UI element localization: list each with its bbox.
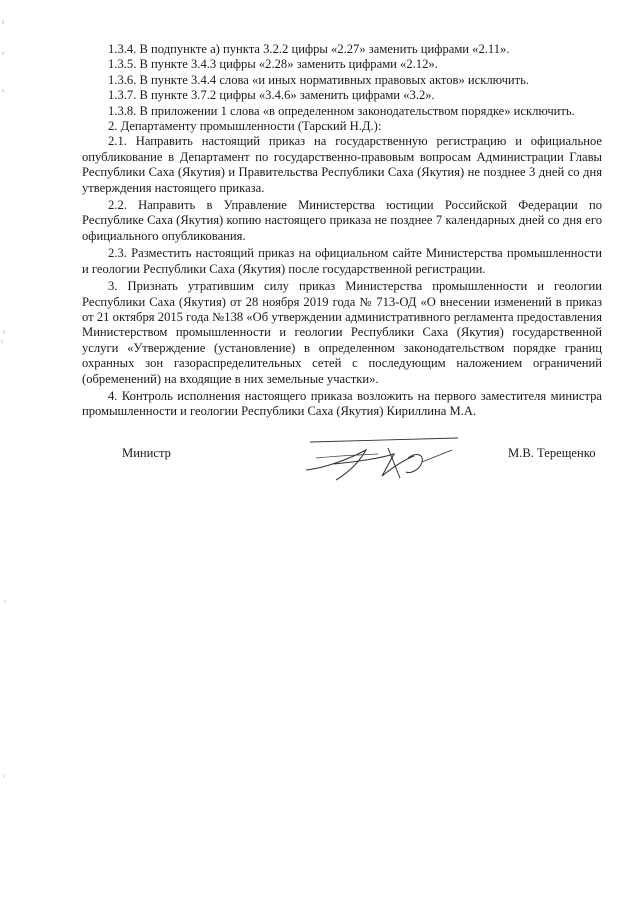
- document-body: [82, 42, 602, 420]
- paragraph-2-3: 2.3. Разместить настоящий приказ на официальном сайте Министерства промышленности и геологии Республики Саха (Якутия) после государственной регистрации.: [82, 246, 602, 276]
- paragraph-4: 4. Контроль исполнения настоящего приказа возложить на первого заместителя министра промышленности и геологии Республики Саха (Якутия) Кириллина М.А.: [82, 388, 602, 419]
- paragraph-1-3-8: 1.3.8. В приложении 1 слова «в определенном законодательством порядке» исключить.: [108, 103, 575, 118]
- scan-edge-marks: [0, 0, 8, 905]
- handwritten-signature: [296, 428, 466, 486]
- paragraph-1-3-4: 1.3.4. В подпункте а) пункта 3.2.2 цифры «2.27» заменить цифрами «2.11».: [108, 42, 510, 56]
- paragraph-1-3-7: 1.3.7. В пункте 3.7.2 цифры «3.4.6» заменить цифрами «3.2».: [108, 88, 435, 103]
- paragraph-1-3-6: 1.3.6. В пункте 3.4.4 слова «и иных нормативных правовых актов» исключить.: [108, 72, 530, 87]
- paragraph-1-3-5: 1.3.5. В пункте 3.4.3 цифры «2.28» заменить цифрами «2.12».: [108, 57, 438, 72]
- signer-position: Министр: [122, 446, 171, 460]
- paragraph-2-2: 2.2. Направить в Управление Министерства юстиции Российской Федерации по Республике Саха (Якутия) копию настоящего приказа не позднее 7 календарных дней со дня его официального опубликования.: [82, 198, 602, 243]
- paragraph-2-1: 2.1. Направить настоящий приказ на государственную регистрацию и официальное опубликование в Департамент по государственно-правовым вопросам Администрации Главы Республики Саха (Якутия) и Правительства Республики Саха (Якутия) не позднее 3 дней со дня утверждения настоящего приказа.: [82, 134, 602, 195]
- signature-block: [0, 400, 640, 480]
- paragraph-2: 2. Департаменту промышленности (Тарский Н.Д.):: [108, 119, 382, 134]
- paragraph-3: 3. Признать утратившим силу приказ Министерства промышленности и геологии Республики Саха (Якутия) от 28 ноября 2019 года № 713-ОД «О внесении изменений в приказ от 21 октября 2015 года №138 «Об утверждении административного регламента предоставления Министерством промышленности и геологии Республики Саха (Якутия) государственной услуги «Утверждение (установление) в определенном законодательством порядке границ охранных зон газораспределительных сетей с последующим наложением ограничений (обременений) на входящие в них земельные участки».: [82, 279, 602, 386]
- signer-name: М.В. Терещенко: [508, 446, 596, 460]
